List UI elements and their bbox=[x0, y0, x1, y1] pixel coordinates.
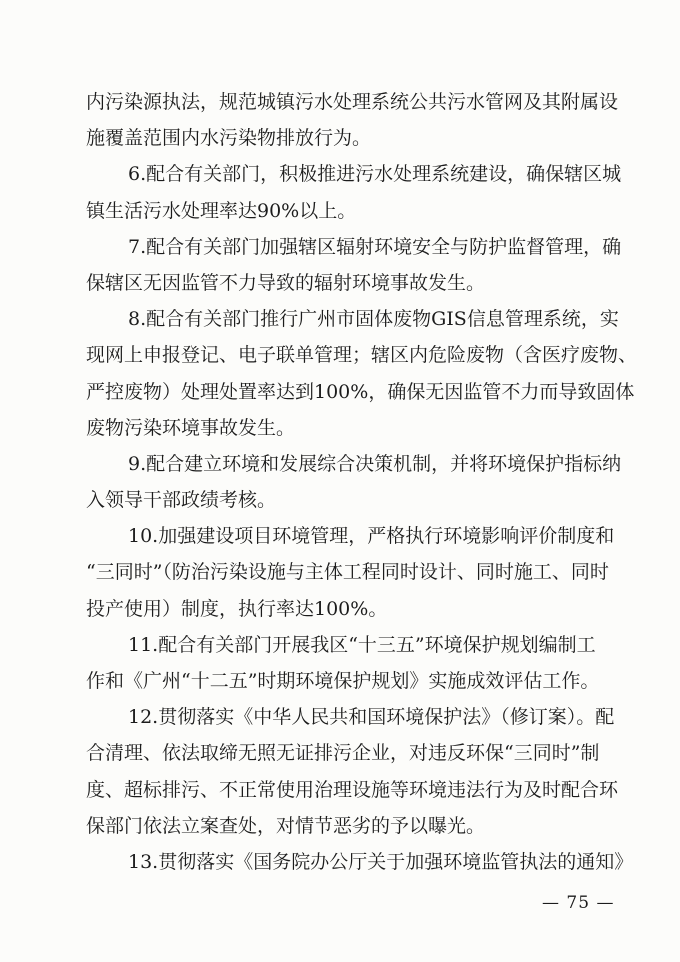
text-line: 9.配合建立环境和发展综合决策机制，并将环境保护指标纳 bbox=[128, 452, 622, 475]
paragraph-item-10 bbox=[86, 518, 615, 627]
text-line: 保部门依法立案查处，对情节恶劣的予以曝光。 bbox=[86, 814, 486, 837]
text-line: 内污染源执法，规范城镇污水处理系统公共污水管网及其附属设 bbox=[86, 91, 619, 113]
paragraph-item-13 bbox=[86, 844, 634, 880]
text-line: 度、超标排污、不正常使用治理设施等环境违法行为及时配合环 bbox=[86, 778, 619, 801]
paragraph-item-12 bbox=[86, 699, 619, 844]
text-line: 现网上申报登记、电子联单管理；辖区内危险废物（含医疗废物、 bbox=[86, 344, 638, 367]
paragraph-continuation bbox=[86, 84, 619, 156]
document-body bbox=[86, 84, 638, 880]
text-line: 6.配合有关部门，积极推进污水处理系统建设，确保辖区城 bbox=[128, 163, 622, 186]
paragraph-item-9 bbox=[86, 446, 622, 518]
text-line: 投产使用）制度，执行率达100%。 bbox=[86, 597, 388, 620]
text-line: “三同时”（防治污染设施与主体工程同时设计、同时施工、同时 bbox=[86, 561, 609, 584]
paragraph-item-7 bbox=[86, 229, 622, 301]
text-line: 8.配合有关部门推行广州市固体废物GIS信息管理系统，实 bbox=[128, 308, 619, 331]
text-line: 10.加强建设项目环境管理，严格执行环境影响评价制度和 bbox=[128, 525, 615, 548]
text-line: 合清理、依法取缔无照无证排污企业，对违反环保“三同时”制 bbox=[86, 742, 600, 765]
text-line: 13.贯彻落实《国务院办公厅关于加强环境监管执法的通知》 bbox=[128, 850, 634, 873]
text-line: 施覆盖范围内水污染物排放行为。 bbox=[86, 127, 372, 150]
text-line: 入领导干部政绩考核。 bbox=[86, 489, 277, 512]
text-line: 严控废物）处理处置率达到100%，确保无因监管不力而导致固体 bbox=[86, 380, 635, 403]
text-line: 7.配合有关部门加强辖区辐射环境安全与防护监督管理，确 bbox=[128, 235, 622, 258]
text-line: 保辖区无因监管不力导致的辐射环境事故发生。 bbox=[86, 271, 486, 294]
text-line: 11.配合有关部门开展我区“十三五”环境保护规划编制工 bbox=[128, 633, 596, 656]
text-line: 作和《广州“十二五”时期环境保护规划》实施成效评估工作。 bbox=[86, 670, 600, 692]
text-line: 废物污染环境事故发生。 bbox=[86, 416, 296, 439]
text-line: 12.贯彻落实《中华人民共和国环境保护法》（修订案）。配 bbox=[128, 706, 615, 729]
paragraph-item-8 bbox=[86, 301, 638, 446]
text-line: 镇生活污水处理率达90%以上。 bbox=[86, 199, 357, 222]
paragraph-item-6 bbox=[86, 156, 622, 228]
paragraph-item-11 bbox=[86, 627, 600, 699]
page-number: — 75 — bbox=[542, 893, 615, 913]
